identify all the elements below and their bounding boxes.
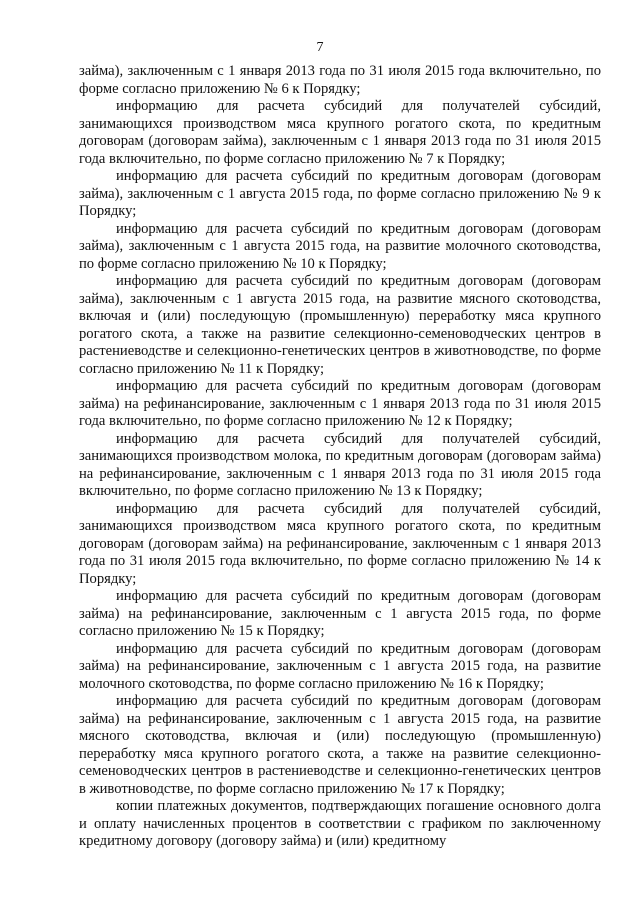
paragraph: информацию для расчета субсидий для получателей субсидий, занимающихся производством мяса крупного рогатого скота, по кредитным договорам (договорам займа), заключенным с 1 января 2013 года по 31 июля 2015 года включительно, по форме согласно приложению № 7 к Порядку; [79,98,601,167]
paragraph: копии платежных документов, подтверждающих погашение основного долга и оплату начисленных процентов в соответствии с графиком по заключенному кредитному договору (договору займа) и (или) кредитному [79,798,601,849]
paragraph: информацию для расчета субсидий по кредитным договорам (договорам займа) на рефинансирование, заключенным с 1 января 2013 года по 31 июля 2015 года включительно, по форме согласно приложению № 12 к Порядку; [79,378,601,429]
document-body [79,63,601,851]
paragraph: информацию для расчета субсидий по кредитным договорам (договорам займа) на рефинансирование, заключенным с 1 августа 2015 года, на развитие мясного скотоводства, включая и (или) последующую (промышленную) переработку мяса крупного рогатого скота, а также на развитие селекционно-семеноводческих центров в растениеводстве и селекционно-генетических центров в животноводстве, по форме согласно приложению № 17 к Порядку; [79,693,601,797]
paragraph: информацию для расчета субсидий по кредитным договорам (договорам займа) на рефинансирование, заключенным с 1 августа 2015 года, на развитие молочного скотоводства, по форме согласно приложению № 16 к Порядку; [79,640,601,692]
paragraph: информацию для расчета субсидий по кредитным договорам (договорам займа), заключенным с 1 августа 2015 года, на развитие мясного скотоводства, включая и (или) последующую (промышленную) переработку мяса крупного рогатого скота, а также на развитие селекционно-семеноводческих центров в растениеводстве и селекционно-генетических центров в животноводстве, по форме согласно приложению № 11 к Порядку; [79,273,601,377]
paragraph: информацию для расчета субсидий по кредитным договорам (договорам займа), заключенным с 1 августа 2015 года, по форме согласно приложению № 9 к Порядку; [79,168,601,219]
paragraph: информацию для расчета субсидий по кредитным договорам (договорам займа), заключенным с 1 августа 2015 года, на развитие молочного скотоводства, по форме согласно приложению № 10 к Порядку; [79,220,601,272]
page-number: 7 [316,40,324,55]
paragraph: информацию для расчета субсидий для получателей субсидий, занимающихся производством мяса крупного рогатого скота, по кредитным договорам (договорам займа) на рефинансирование, заключенным с 1 января 2013 года по 31 июля 2015 года включительно, по форме согласно приложению № 14 к Порядку; [79,500,601,587]
paragraph: информацию для расчета субсидий по кредитным договорам (договорам займа) на рефинансирование, заключенным с 1 августа 2015 года, по форме согласно приложению № 15 к Порядку; [79,588,601,639]
paragraph: информацию для расчета субсидий для получателей субсидий, занимающихся производством молока, по кредитным договорам (договорам займа) на рефинансирование, заключенным с 1 января 2013 года по 31 июля 2015 года включительно, по форме согласно приложению № 13 к Порядку; [79,430,601,499]
paragraph-continuation: займа), заключенным с 1 января 2013 года по 31 июля 2015 года включительно, по форме согласно приложению № 6 к Порядку; [79,63,601,97]
